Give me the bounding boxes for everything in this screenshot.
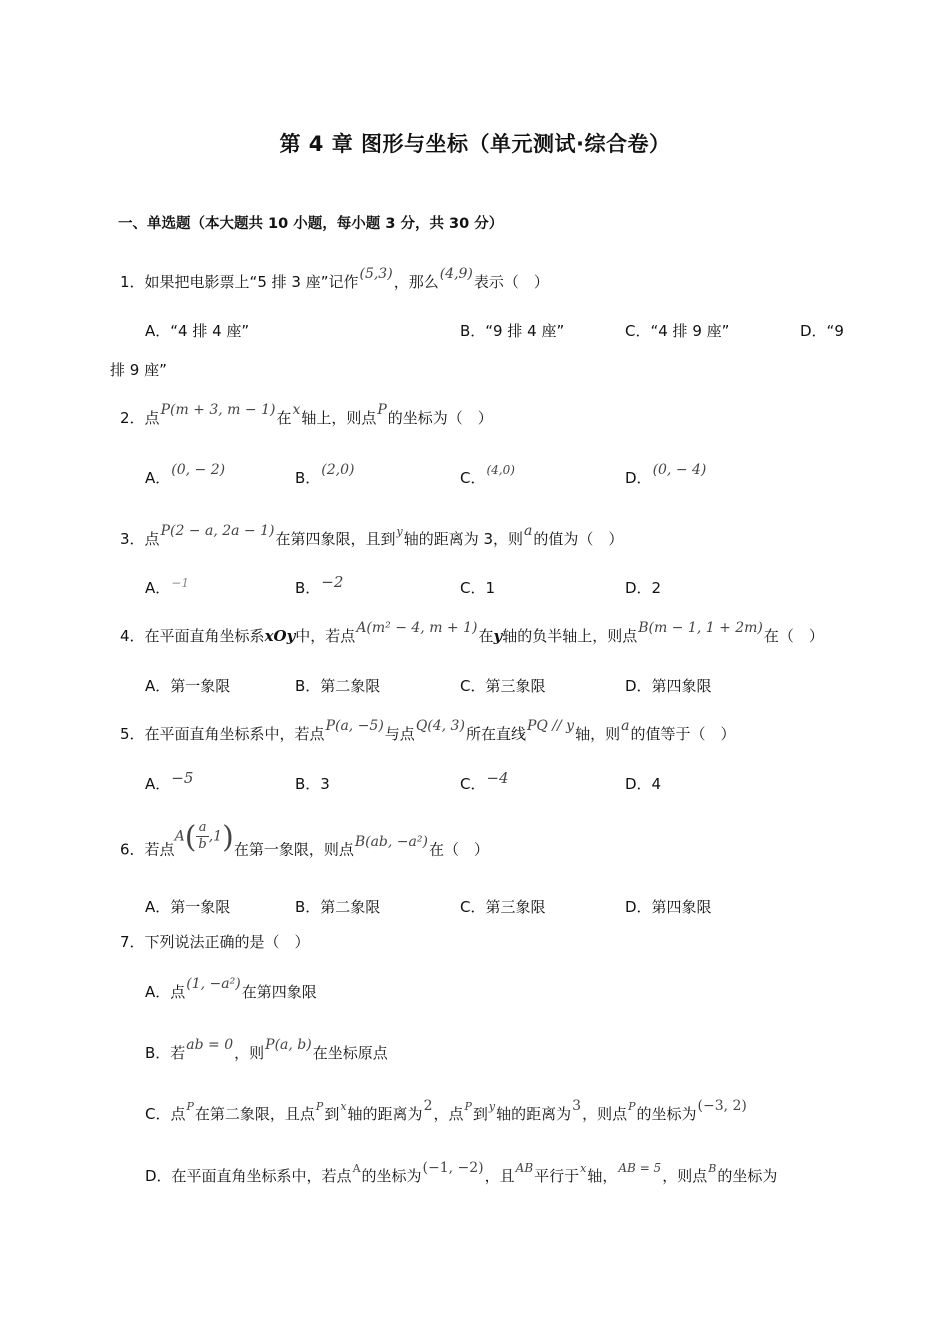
question-text: 在第一象限，则点 <box>233 840 354 859</box>
option-b: B．第二象限 <box>295 677 381 695</box>
math-expr-part: A <box>174 828 185 845</box>
question-1 <box>120 266 549 293</box>
math-expr: (−3, 2) <box>697 1098 747 1114</box>
option-c <box>460 463 516 489</box>
math-expr: 3 <box>572 1098 582 1114</box>
option-a: A．第一象限 <box>145 898 231 916</box>
fraction-denominator: b <box>198 837 207 852</box>
math-expr: (2,0) <box>321 462 355 478</box>
math-expr: P(a, b) <box>265 1037 312 1053</box>
option-b: B．第二象限 <box>295 898 381 916</box>
option-text: 在第二象限，且点 <box>194 1105 315 1123</box>
option-b: B．“9 排 4 座” <box>460 322 565 340</box>
question-text: 在第四象限，且到 <box>275 530 396 548</box>
option-a <box>145 578 190 599</box>
math-expr: P <box>464 1100 472 1113</box>
math-expr: ab = 0 <box>186 1037 234 1053</box>
option-label: B． <box>295 469 321 487</box>
option-label: A． <box>145 469 171 487</box>
question-3 <box>120 523 624 551</box>
question-text: 所在直线 <box>465 725 526 743</box>
option-c: C．“4 排 9 座” <box>625 322 730 340</box>
question-number: 4． <box>120 627 145 645</box>
question-text: 在（ ） <box>763 627 824 645</box>
math-expr: P(2 − a, 2a − 1) <box>160 523 275 539</box>
option-d: D．“9 <box>800 322 844 340</box>
question-text: 若点 <box>144 840 175 859</box>
math-expr: (5,3) <box>359 266 393 282</box>
option-d: D．2 <box>625 579 662 597</box>
option-text: 轴的距离为 <box>347 1105 423 1123</box>
option-label: A． <box>145 579 171 597</box>
question-text: 轴，则 <box>575 725 621 743</box>
math-expr: A <box>352 1162 361 1175</box>
question-text: 在平面直角坐标系中，若点 <box>144 725 325 743</box>
option-b <box>295 462 356 489</box>
option-c <box>460 769 510 794</box>
option-a <box>145 462 226 489</box>
option-d: D．4 <box>625 775 662 793</box>
option-c: C．第三象限 <box>460 898 546 916</box>
question-text: 中，若点 <box>295 627 356 645</box>
question-text: 的值等于（ ） <box>630 725 736 743</box>
option-c: C．第三象限 <box>460 677 546 695</box>
option-c <box>145 1098 748 1126</box>
option-a: A．第一象限 <box>145 677 231 695</box>
math-expr: x <box>580 1162 587 1175</box>
option-text: ，则 <box>234 1044 265 1062</box>
option-label: A． <box>145 775 171 793</box>
question-text: 在平面直角坐标系 <box>144 627 265 645</box>
question-number: 5． <box>120 725 145 743</box>
math-expr: P <box>377 402 387 418</box>
math-expr: −4 <box>486 769 509 787</box>
option-label: D．在平面直角坐标系中，若点 <box>145 1167 352 1185</box>
math-expr: B(m − 1, 1 + 2m) <box>638 620 763 636</box>
option-label: C．点 <box>145 1105 186 1123</box>
math-expr: −2 <box>321 573 344 591</box>
question-7 <box>120 932 310 952</box>
option-label: B． <box>295 579 321 597</box>
math-expr: P <box>186 1100 194 1113</box>
math-expr: (−1, −2) <box>422 1160 484 1176</box>
section-heading: 一、单选题（本大题共 10 小题，每小题 3 分，共 30 分） <box>118 216 504 232</box>
question-text: 的坐标为（ ） <box>387 409 493 427</box>
math-expr: B(ab, −a²) <box>354 833 428 850</box>
question-6 <box>120 819 489 867</box>
math-expr: P(a, −5) <box>325 718 384 734</box>
paren-glyph: ( <box>184 819 197 855</box>
option-text: ，则点 <box>582 1105 628 1123</box>
question-text: 表示（ ） <box>473 273 549 291</box>
question-text: 在 <box>478 627 494 645</box>
math-expr: −5 <box>171 769 194 787</box>
option-text: ，且 <box>484 1167 515 1185</box>
question-2 <box>120 402 493 429</box>
option-label: C． <box>460 469 486 487</box>
math-expr: (1, −a²) <box>186 976 241 992</box>
option-text: 在坐标原点 <box>312 1044 388 1062</box>
option-label: B．若 <box>145 1044 186 1062</box>
option-label: C． <box>460 775 486 793</box>
math-expr: PQ // y <box>526 718 575 734</box>
option-b <box>145 1037 388 1064</box>
paren-glyph: ) <box>222 819 234 855</box>
math-expr: a <box>621 718 630 734</box>
option-a: A．“4 排 4 座” <box>145 322 250 340</box>
math-expr: xOy <box>264 627 296 645</box>
question-text: 的值为（ ） <box>533 530 624 548</box>
math-expr: x <box>292 402 301 418</box>
option-d <box>145 1160 778 1188</box>
math-expr: P <box>628 1100 636 1113</box>
question-number: 6． <box>120 840 145 859</box>
question-number: 1． <box>120 273 145 291</box>
question-text: 如果把电影票上“5 排 3 座”记作 <box>144 273 359 291</box>
question-number: 2． <box>120 409 145 427</box>
math-expr: AB = 5 <box>618 1161 662 1175</box>
page-title: 第 4 章 图形与坐标（单元测试·综合卷） <box>279 132 671 156</box>
math-expr: (4,0) <box>486 463 515 477</box>
option-text: 的坐标为 <box>361 1167 422 1185</box>
math-expr: 2 <box>423 1098 433 1114</box>
option-c: C．1 <box>460 579 496 597</box>
option-text: ，则点 <box>662 1167 708 1185</box>
math-expr: a <box>524 523 533 539</box>
math-expr: AB <box>515 1161 534 1175</box>
question-text: 在 <box>276 409 292 427</box>
question-number: 7． <box>120 933 145 951</box>
option-label: D． <box>625 469 652 487</box>
option-label: A．点 <box>145 983 186 1001</box>
question-5 <box>120 718 736 745</box>
math-expr: y <box>493 627 503 645</box>
math-expr: x <box>340 1100 347 1113</box>
question-text: ，那么 <box>393 273 439 291</box>
fraction-numerator: a <box>196 820 208 837</box>
option-a <box>145 976 317 1003</box>
option-b <box>295 573 344 598</box>
fraction <box>196 820 208 853</box>
option-text: 轴， <box>587 1167 618 1185</box>
math-expr: y <box>396 525 403 538</box>
option-text: 到 <box>324 1105 340 1123</box>
math-expr <box>175 820 234 853</box>
math-expr: (4,9) <box>439 266 473 282</box>
question-text: 在（ ） <box>428 840 489 859</box>
option-b: B．3 <box>295 775 330 793</box>
question-text: 轴的负半轴上，则点 <box>502 627 638 645</box>
option-text: 的坐标为 <box>636 1105 697 1123</box>
question-4 <box>120 620 824 647</box>
option-text: 到 <box>472 1105 488 1123</box>
question-text: 轴上，则点 <box>301 409 377 427</box>
math-expr: A(m² − 4, m + 1) <box>356 620 478 636</box>
question-text: 点 <box>144 409 160 427</box>
option-text: 平行于 <box>534 1167 580 1185</box>
math-expr: y <box>488 1100 496 1113</box>
question-text: 轴的距离为 3，则 <box>403 530 524 548</box>
option-text: ，点 <box>433 1105 464 1123</box>
question-text: 与点 <box>384 725 415 743</box>
math-expr: B <box>708 1162 717 1175</box>
question-number: 3． <box>120 530 145 548</box>
option-text: 的坐标为 <box>717 1167 778 1185</box>
math-expr-part: ,1 <box>208 828 223 845</box>
math-expr: −1 <box>171 576 189 590</box>
option-text: 轴的距离为 <box>496 1105 572 1123</box>
option-d <box>625 462 707 489</box>
option-a <box>145 769 194 794</box>
math-expr: P <box>315 1100 324 1113</box>
option-d: D．第四象限 <box>625 898 712 916</box>
math-expr: Q(4, 3) <box>415 718 465 734</box>
math-expr: (0, − 4) <box>652 462 707 478</box>
option-text: 在第四象限 <box>241 983 317 1001</box>
option-d: D．第四象限 <box>625 677 712 695</box>
option-d-continued: 排 9 座” <box>110 361 167 379</box>
question-text: 下列说法正确的是（ ） <box>144 933 310 951</box>
math-expr: P(m + 3, m − 1) <box>160 402 276 418</box>
math-expr: (0, − 2) <box>171 462 226 478</box>
question-text: 点 <box>144 530 160 548</box>
